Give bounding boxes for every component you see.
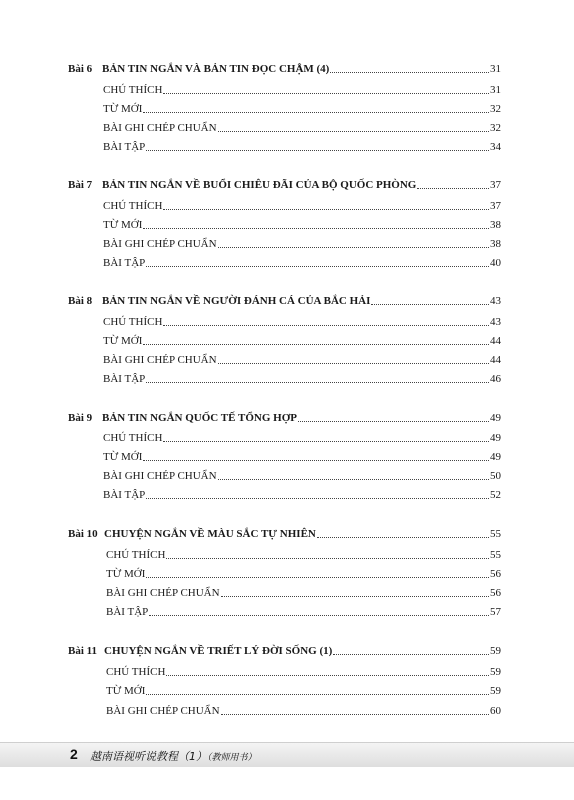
lesson-number: Bài 6 bbox=[68, 63, 93, 75]
page-number: 59 bbox=[490, 645, 501, 657]
toc-entry[interactable] bbox=[103, 313, 501, 329]
footer-page-number: 2 bbox=[70, 746, 78, 762]
page-number: 34 bbox=[490, 141, 501, 153]
page-number: 49 bbox=[490, 432, 501, 444]
lesson-title: BẢN TIN NGẮN VỀ NGƯỜI ĐÁNH CÁ CỦA BẮC HẢI bbox=[102, 295, 371, 307]
dot-leader bbox=[146, 497, 489, 499]
entry-label: CHÚ THÍCH bbox=[103, 200, 163, 212]
toc-entry[interactable] bbox=[103, 332, 501, 348]
page-footer bbox=[0, 742, 574, 767]
toc-entry[interactable] bbox=[106, 682, 501, 698]
dot-leader bbox=[146, 381, 489, 383]
dot-leader bbox=[163, 324, 489, 326]
page-number: 38 bbox=[490, 238, 501, 250]
entry-label: BÀI GHI CHÉP CHUẨN bbox=[103, 470, 217, 482]
lesson-number: Bài 8 bbox=[68, 295, 93, 307]
page-number: 32 bbox=[490, 103, 501, 115]
toc-lesson-heading[interactable] bbox=[68, 409, 501, 425]
toc-entry[interactable] bbox=[106, 702, 501, 718]
dot-leader bbox=[163, 208, 489, 210]
toc-entry[interactable] bbox=[103, 216, 501, 232]
dot-leader bbox=[143, 459, 489, 461]
page-number: 37 bbox=[490, 179, 501, 191]
page-number: 46 bbox=[490, 373, 501, 385]
lesson-number: Bài 10 bbox=[68, 528, 98, 540]
toc-entry[interactable] bbox=[106, 546, 501, 562]
entry-label: BÀI TẬP bbox=[103, 257, 146, 269]
dot-leader bbox=[221, 595, 489, 597]
toc-entry[interactable] bbox=[103, 100, 501, 116]
entry-label: BÀI GHI CHÉP CHUẨN bbox=[103, 238, 217, 250]
dot-leader bbox=[218, 246, 489, 248]
dot-leader bbox=[146, 576, 489, 578]
toc-entry[interactable] bbox=[103, 235, 501, 251]
page-number: 50 bbox=[490, 470, 501, 482]
dot-leader bbox=[163, 440, 489, 442]
lesson-number: Bài 9 bbox=[68, 412, 93, 424]
lesson-title: BẢN TIN NGẮN QUỐC TẾ TỔNG HỢP bbox=[102, 412, 297, 424]
dot-leader bbox=[146, 149, 489, 151]
lesson-title: BẢN TIN NGẮN VÀ BẢN TIN ĐỌC CHẬM (4) bbox=[102, 63, 330, 75]
entry-label: BÀI TẬP bbox=[103, 141, 146, 153]
entry-label: TỪ MỚI bbox=[106, 685, 146, 697]
toc-lesson-heading[interactable] bbox=[68, 642, 501, 658]
lesson-title: CHUYỆN NGẮN VỀ TRIẾT LÝ ĐỜI SỐNG (1) bbox=[104, 645, 333, 657]
page-number: 59 bbox=[490, 666, 501, 678]
entry-label: BÀI GHI CHÉP CHUẨN bbox=[103, 354, 217, 366]
page-number: 55 bbox=[490, 528, 501, 540]
page-number: 43 bbox=[490, 316, 501, 328]
page-number: 56 bbox=[490, 568, 501, 580]
toc-entry[interactable] bbox=[103, 119, 501, 135]
toc-lesson-heading[interactable] bbox=[68, 176, 501, 192]
dot-leader bbox=[149, 614, 489, 616]
page-number: 52 bbox=[490, 489, 501, 501]
toc-entry[interactable] bbox=[106, 584, 501, 600]
page-number: 44 bbox=[490, 354, 501, 366]
dot-leader bbox=[218, 362, 489, 364]
toc-entry[interactable] bbox=[103, 197, 501, 213]
toc-entry[interactable] bbox=[106, 603, 501, 619]
dot-leader bbox=[163, 92, 489, 94]
page-number: 40 bbox=[490, 257, 501, 269]
book-title-text: 越南语视听说教程（1） bbox=[90, 750, 207, 763]
page-number: 60 bbox=[490, 705, 501, 717]
page-number: 59 bbox=[490, 685, 501, 697]
book-title-note: （教师用书） bbox=[207, 753, 257, 763]
lesson-title: CHUYỆN NGẮN VỀ MÀU SẮC TỰ NHIÊN bbox=[104, 528, 316, 540]
lesson-title: BẢN TIN NGẮN VỀ BUỔI CHIÊU ĐÃI CỦA BỘ QUỐC PHÒNG bbox=[102, 179, 417, 191]
dot-leader bbox=[218, 478, 489, 480]
page-number: 38 bbox=[490, 219, 501, 231]
toc-lesson-heading[interactable] bbox=[68, 525, 501, 541]
page-number: 43 bbox=[490, 295, 501, 307]
toc-lesson-heading[interactable] bbox=[68, 292, 501, 308]
entry-label: CHÚ THÍCH bbox=[106, 549, 166, 561]
entry-label: CHÚ THÍCH bbox=[103, 84, 163, 96]
page-number: 57 bbox=[490, 606, 501, 618]
footer-book-title bbox=[90, 748, 257, 764]
toc-lesson-heading[interactable] bbox=[68, 60, 501, 76]
toc-entry[interactable] bbox=[103, 467, 501, 483]
dot-leader bbox=[143, 227, 489, 229]
toc-entry[interactable] bbox=[103, 486, 501, 502]
lesson-number: Bài 11 bbox=[68, 645, 98, 657]
dot-leader bbox=[317, 536, 489, 538]
entry-label: CHÚ THÍCH bbox=[103, 316, 163, 328]
dot-leader bbox=[218, 130, 489, 132]
entry-label: BÀI TẬP bbox=[103, 373, 146, 385]
entry-label: BÀI TẬP bbox=[106, 606, 149, 618]
dot-leader bbox=[166, 674, 489, 676]
toc-entry[interactable] bbox=[103, 138, 501, 154]
toc-entry[interactable] bbox=[106, 663, 501, 679]
entry-label: BÀI TẬP bbox=[103, 489, 146, 501]
entry-label: TỪ MỚI bbox=[103, 103, 143, 115]
dot-leader bbox=[417, 187, 489, 189]
entry-label: BÀI GHI CHÉP CHUẨN bbox=[106, 587, 220, 599]
toc-entry[interactable] bbox=[103, 351, 501, 367]
dot-leader bbox=[143, 343, 489, 345]
page-number: 56 bbox=[490, 587, 501, 599]
page-number: 55 bbox=[490, 549, 501, 561]
dot-leader bbox=[298, 420, 489, 422]
lesson-number: Bài 7 bbox=[68, 179, 93, 191]
dot-leader bbox=[221, 713, 489, 715]
toc-entry[interactable] bbox=[106, 565, 501, 581]
page-number: 49 bbox=[490, 451, 501, 463]
entry-label: CHÚ THÍCH bbox=[106, 666, 166, 678]
toc-entry[interactable] bbox=[103, 448, 501, 464]
dot-leader bbox=[333, 653, 489, 655]
entry-label: BÀI GHI CHÉP CHUẨN bbox=[103, 122, 217, 134]
toc-entry[interactable] bbox=[103, 81, 501, 97]
dot-leader bbox=[371, 303, 489, 305]
entry-label: TỪ MỚI bbox=[103, 451, 143, 463]
entry-label: TỪ MỚI bbox=[106, 568, 146, 580]
page-number: 44 bbox=[490, 335, 501, 347]
page-number: 31 bbox=[490, 63, 501, 75]
page-number: 32 bbox=[490, 122, 501, 134]
dot-leader bbox=[330, 71, 489, 73]
entry-label: BÀI GHI CHÉP CHUẨN bbox=[106, 705, 220, 717]
entry-label: TỪ MỚI bbox=[103, 335, 143, 347]
dot-leader bbox=[146, 693, 489, 695]
toc-entry[interactable] bbox=[103, 254, 501, 270]
page-number: 31 bbox=[490, 84, 501, 96]
dot-leader bbox=[166, 557, 489, 559]
entry-label: TỪ MỚI bbox=[103, 219, 143, 231]
toc-entry[interactable] bbox=[103, 429, 501, 445]
page-number: 49 bbox=[490, 412, 501, 424]
page-number: 37 bbox=[490, 200, 501, 212]
dot-leader bbox=[143, 111, 489, 113]
entry-label: CHÚ THÍCH bbox=[103, 432, 163, 444]
dot-leader bbox=[146, 265, 489, 267]
toc-entry[interactable] bbox=[103, 370, 501, 386]
